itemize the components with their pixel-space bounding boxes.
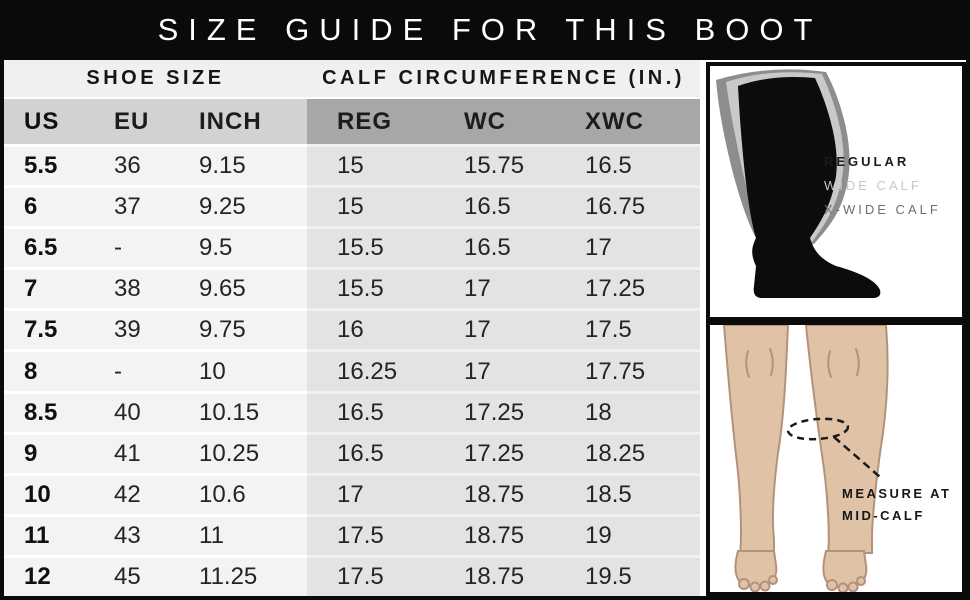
inch-cell: 10.25 xyxy=(176,432,307,473)
reg-cell: 17 xyxy=(307,473,432,514)
table-row xyxy=(4,308,700,349)
reg-cell: 16.5 xyxy=(307,391,432,432)
reg-cell: 16 xyxy=(307,308,432,349)
reg-cell: 16.25 xyxy=(307,349,432,390)
wc-cell: 18.75 xyxy=(432,514,552,555)
label-xwide-calf: X-WIDE CALF xyxy=(824,202,941,217)
legs-illustration xyxy=(710,325,962,592)
column-header-us: US xyxy=(4,99,92,144)
reg-cell: 15.5 xyxy=(307,226,432,267)
group-header-calf-circumference: CALF CIRCUMFERENCE (IN.) xyxy=(307,60,700,97)
table-row xyxy=(4,349,700,390)
banner xyxy=(0,0,970,60)
calf-width-panel xyxy=(706,62,966,321)
table-row xyxy=(4,226,700,267)
xwc-cell: 16.5 xyxy=(552,144,700,185)
us-cell: 11 xyxy=(4,514,92,555)
wc-cell: 15.75 xyxy=(432,144,552,185)
column-header-inch: INCH xyxy=(176,99,307,144)
illustration-column xyxy=(700,60,966,596)
left-leg xyxy=(724,325,788,553)
calf-width-labels xyxy=(824,154,941,217)
xwc-cell: 18.5 xyxy=(552,473,700,514)
us-cell: 8.5 xyxy=(4,391,92,432)
group-header-row xyxy=(4,60,700,97)
xwc-cell: 19.5 xyxy=(552,555,700,596)
inch-cell: 9.25 xyxy=(176,185,307,226)
us-cell: 10 xyxy=(4,473,92,514)
measure-panel xyxy=(706,321,966,596)
measure-caption-line1: MEASURE AT xyxy=(842,486,952,501)
us-cell: 8 xyxy=(4,349,92,390)
table-row xyxy=(4,555,700,596)
wc-cell: 17 xyxy=(432,349,552,390)
wc-cell: 18.75 xyxy=(432,555,552,596)
wc-cell: 17.25 xyxy=(432,391,552,432)
inch-cell: 11.25 xyxy=(176,555,307,596)
eu-cell: - xyxy=(92,226,176,267)
label-wide-calf: WIDE CALF xyxy=(824,178,922,193)
us-cell: 6.5 xyxy=(4,226,92,267)
table-row xyxy=(4,185,700,226)
xwc-cell: 17 xyxy=(552,226,700,267)
table-row xyxy=(4,432,700,473)
xwc-cell: 17.25 xyxy=(552,267,700,308)
wc-cell: 17 xyxy=(432,308,552,349)
column-header-wc: WC xyxy=(432,99,552,144)
eu-cell: 40 xyxy=(92,391,176,432)
table-row xyxy=(4,473,700,514)
inch-cell: 9.75 xyxy=(176,308,307,349)
page-title: SIZE GUIDE FOR THIS BOOT xyxy=(157,12,823,47)
eu-cell: 39 xyxy=(92,308,176,349)
table-row xyxy=(4,514,700,555)
measure-caption xyxy=(842,483,952,527)
eu-cell: - xyxy=(92,349,176,390)
inch-cell: 10.6 xyxy=(176,473,307,514)
us-cell: 12 xyxy=(4,555,92,596)
column-header-xwc: XWC xyxy=(552,99,700,144)
label-regular: REGULAR xyxy=(824,154,910,169)
eu-cell: 43 xyxy=(92,514,176,555)
wc-cell: 17.25 xyxy=(432,432,552,473)
eu-cell: 36 xyxy=(92,144,176,185)
measure-caption-line2: MID-CALF xyxy=(842,508,925,523)
wc-cell: 18.75 xyxy=(432,473,552,514)
us-cell: 7 xyxy=(4,267,92,308)
xwc-cell: 17.5 xyxy=(552,308,700,349)
inch-cell: 10 xyxy=(176,349,307,390)
reg-cell: 15.5 xyxy=(307,267,432,308)
wc-cell: 16.5 xyxy=(432,226,552,267)
us-cell: 7.5 xyxy=(4,308,92,349)
wc-cell: 16.5 xyxy=(432,185,552,226)
reg-cell: 16.5 xyxy=(307,432,432,473)
table-row xyxy=(4,391,700,432)
reg-cell: 17.5 xyxy=(307,514,432,555)
table-row xyxy=(4,144,700,185)
eu-cell: 41 xyxy=(92,432,176,473)
xwc-cell: 16.75 xyxy=(552,185,700,226)
eu-cell: 45 xyxy=(92,555,176,596)
column-header-eu: EU xyxy=(92,99,176,144)
xwc-cell: 18 xyxy=(552,391,700,432)
xwc-cell: 17.75 xyxy=(552,349,700,390)
eu-cell: 42 xyxy=(92,473,176,514)
group-header-shoe-size: SHOE SIZE xyxy=(4,60,307,97)
xwc-cell: 19 xyxy=(552,514,700,555)
eu-cell: 37 xyxy=(92,185,176,226)
inch-cell: 9.5 xyxy=(176,226,307,267)
xwc-cell: 18.25 xyxy=(552,432,700,473)
table-row xyxy=(4,267,700,308)
inch-cell: 9.15 xyxy=(176,144,307,185)
size-table-body xyxy=(4,144,700,596)
inch-cell: 9.65 xyxy=(176,267,307,308)
inch-cell: 11 xyxy=(176,514,307,555)
size-table xyxy=(4,60,700,596)
reg-cell: 15 xyxy=(307,185,432,226)
reg-cell: 17.5 xyxy=(307,555,432,596)
column-header-row xyxy=(4,97,700,144)
us-cell: 9 xyxy=(4,432,92,473)
wc-cell: 17 xyxy=(432,267,552,308)
eu-cell: 38 xyxy=(92,267,176,308)
column-header-reg: REG xyxy=(307,99,432,144)
us-cell: 5.5 xyxy=(4,144,92,185)
us-cell: 6 xyxy=(4,185,92,226)
reg-cell: 15 xyxy=(307,144,432,185)
inch-cell: 10.15 xyxy=(176,391,307,432)
